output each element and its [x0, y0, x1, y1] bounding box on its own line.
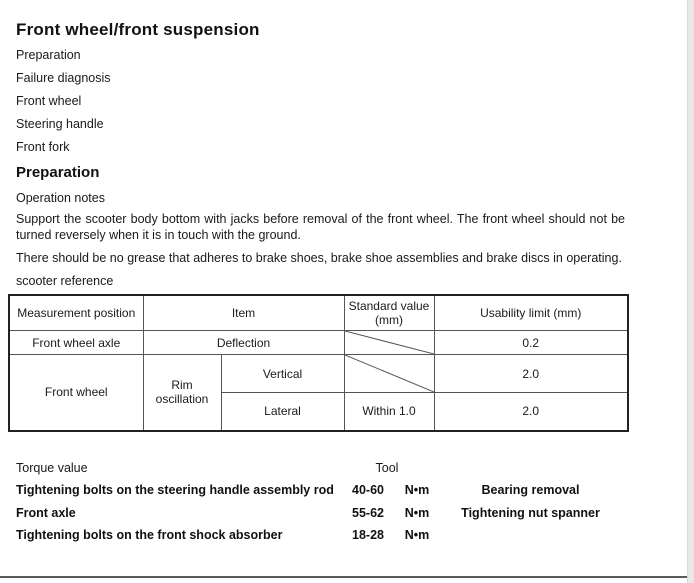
torque-section	[16, 462, 625, 543]
torque-tool: Tightening nut spanner	[461, 505, 600, 520]
torque-row-front-axle	[16, 507, 625, 521]
toc-item-preparation: Preparation	[16, 48, 81, 62]
cell-within-value: Within 1.0	[344, 393, 434, 431]
toc-item-failure-diagnosis: Failure diagnosis	[16, 71, 111, 85]
torque-value: 18-28	[352, 528, 384, 542]
cell-standard-value-na	[344, 355, 434, 393]
spec-table-header-row	[9, 295, 628, 331]
torque-unit: N•m	[404, 483, 430, 497]
cell-lateral: Lateral	[221, 393, 344, 431]
cell-deflection: Deflection	[143, 331, 344, 355]
cell-standard-value-na	[344, 331, 434, 355]
diagonal-slash-icon	[345, 355, 434, 392]
spec-table	[8, 294, 629, 432]
torque-description: Front axle	[16, 505, 76, 520]
torque-description: Tightening bolts on the steering handle assembly rod	[16, 483, 334, 497]
torque-description: Tightening bolts on the front shock absorber	[16, 528, 283, 542]
torque-row-shock-absorber	[16, 529, 625, 543]
col-header-item: Item	[143, 295, 344, 331]
cell-front-wheel-axle: Front wheel axle	[9, 331, 143, 355]
table-row	[9, 355, 628, 393]
torque-header-row	[16, 462, 625, 476]
torque-unit: N•m	[404, 528, 430, 542]
cell-vertical: Vertical	[221, 355, 344, 393]
torque-unit: N•m	[404, 505, 430, 520]
cell-usability-limit: 2.0	[434, 355, 628, 393]
col-header-usability-limit: Usability limit (mm)	[434, 295, 628, 331]
table-label: scooter reference	[16, 273, 114, 288]
toc-item-steering-handle: Steering handle	[16, 117, 104, 131]
tool-header: Tool	[375, 460, 399, 475]
sub-heading: Operation notes	[16, 191, 105, 205]
paragraph-support-jacks: Support the scooter body bottom with jacks before removal of the front wheel. The front wheel should not be turned reversely when it is in touch with the ground.	[16, 212, 625, 242]
cell-front-wheel: Front wheel	[9, 355, 143, 431]
toc-item-front-wheel: Front wheel	[16, 94, 82, 108]
page-bottom-divider	[0, 576, 687, 578]
cell-usability-limit: 2.0	[434, 393, 628, 431]
page-title: Front wheel/front suspension	[16, 20, 260, 39]
col-header-standard-value: Standard value (mm)	[344, 295, 434, 331]
torque-value: 40-60	[352, 483, 384, 497]
table-row	[9, 331, 628, 355]
torque-row-steering-handle	[16, 484, 625, 498]
torque-tool: Bearing removal	[481, 483, 580, 497]
torque-value-header: Torque value	[16, 460, 88, 475]
diagonal-slash-icon	[345, 331, 434, 354]
page-content	[16, 20, 625, 543]
cell-rim-oscillation: Rim oscillation	[143, 355, 221, 431]
toc-item-front-fork: Front fork	[16, 140, 70, 154]
torque-value: 55-62	[352, 505, 384, 520]
cell-usability-limit: 0.2	[434, 331, 628, 355]
section-heading: Preparation	[16, 164, 100, 181]
scrollbar-track[interactable]	[687, 0, 694, 583]
col-header-measurement-position: Measurement position	[9, 295, 143, 331]
paragraph-no-grease: There should be no grease that adheres to brake shoes, brake shoe assemblies and brake discs in operating.	[16, 251, 622, 265]
